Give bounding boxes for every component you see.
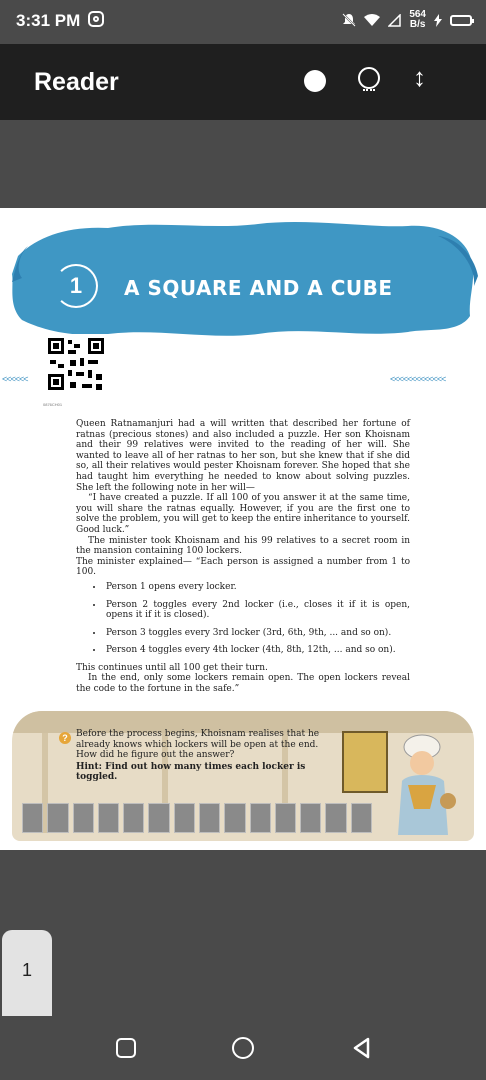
lockers-illustration	[22, 803, 372, 833]
charging-icon	[434, 14, 442, 27]
recents-button[interactable]	[116, 1038, 136, 1058]
app-title: Reader	[34, 68, 119, 96]
navigation-bar	[0, 1016, 486, 1080]
rules-list	[76, 582, 410, 656]
page-indicator[interactable]	[2, 930, 52, 1016]
status-icons	[342, 10, 472, 30]
list-item: • Person 4 toggles every 4th locker (4th, 8th, 12th, ... and so on).	[104, 645, 410, 656]
signal-icon	[388, 14, 401, 27]
khoisnam-illustration	[394, 731, 456, 835]
chapter-number-circle	[54, 264, 98, 308]
mute-icon	[342, 13, 356, 27]
battery-icon	[450, 15, 472, 26]
hint-text: Hint: Find out how many times each locker is toggled.	[76, 761, 306, 783]
home-button[interactable]	[232, 1037, 254, 1059]
paragraph: This continues until all 100 get their turn.	[76, 662, 268, 673]
chapter-title: A SQUARE AND A CUBE	[124, 276, 393, 300]
qr-code-icon	[42, 334, 110, 396]
qr-code-label: 0876CH01	[43, 402, 63, 407]
paragraph: In the end, only some lockers remain open. The open lockers reveal the code to the fortune in the safe.”	[76, 673, 410, 695]
brightness-icon[interactable]	[358, 67, 380, 89]
question-box	[12, 711, 474, 841]
decoration-right: <<<<<<<<<<<<<	[390, 374, 446, 384]
question-icon: ?	[59, 732, 71, 744]
chapter-number: 1	[69, 273, 83, 298]
paragraph: Queen Ratnamanjuri had a will written that described her fortune of ratnas (precious stones) and also included a puzzle. Her son Khoisnam and their 99 relatives were invited to the reading of her will. She wanted to leave all of her ratnas to her son, but she knew that if she did so, all their relatives would pester Khoisnam forever. She hoped that she had taught him everything he needed to know about solving puzzles. She left the following note in her will—	[76, 419, 410, 493]
document-page	[0, 208, 486, 850]
instagram-icon	[88, 11, 104, 27]
decoration-left: <<<<<<	[2, 374, 28, 384]
question-text-block	[76, 729, 326, 783]
list-item: • Person 1 opens every locker.	[104, 582, 410, 593]
scroll-mode-icon[interactable]: ↕	[413, 62, 426, 92]
back-button[interactable]	[350, 1036, 374, 1060]
queen-portrait	[342, 731, 388, 793]
page-number: 1	[21, 960, 32, 980]
theme-dot-icon[interactable]	[304, 70, 326, 92]
question-text: Before the process begins, Khoisnam realises that he already knows which lockers will be open at the end. How did he figure out the answer?	[76, 729, 320, 761]
paragraph: The minister explained— “Each person is assigned a number from 1 to 100.	[76, 556, 410, 578]
paragraph: The minister took Khoisnam and his 99 relatives to a secret room in the mansion containing 100 lockers.	[76, 535, 410, 557]
list-item: • Person 2 toggles every 2nd locker (i.e., closes it if it is open, opens it if it is closed).	[104, 600, 410, 621]
wifi-icon	[364, 14, 380, 27]
chapter-text	[76, 419, 410, 695]
status-bar	[0, 0, 486, 44]
status-time: 3:31 PM	[16, 11, 81, 30]
network-speed: 564 B/s	[409, 9, 426, 30]
paragraph: “I have created a puzzle. If all 100 of you answer it at the same time, you will share the ratnas equally. However, if you are the first one to solve the problem, you will get to keep the entire inheritance to yourself. Good luck.”	[76, 493, 410, 535]
list-item: • Person 3 toggles every 3rd locker (3rd, 6th, 9th, ... and so on).	[104, 628, 410, 639]
